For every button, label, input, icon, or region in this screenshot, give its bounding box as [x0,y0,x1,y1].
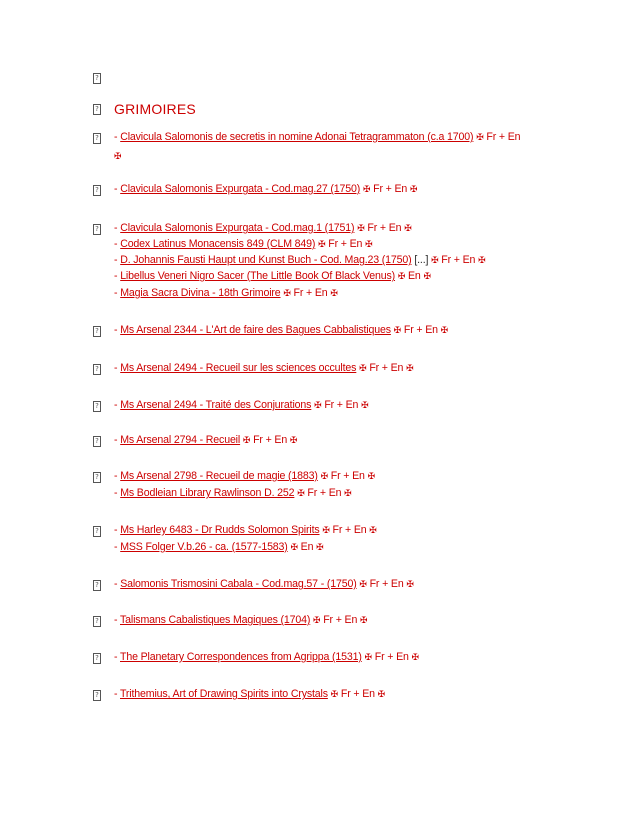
maltese-cross-icon: ✠ [362,185,371,195]
language-label: Fr + En [307,487,342,499]
list-item [114,287,338,301]
grimoire-link[interactable]: Ms Arsenal 2798 - Recueil de magie (1883) [120,470,318,482]
maltese-cross-icon: ✠ [318,240,326,250]
maltese-cross-icon: ✠ [313,616,321,626]
maltese-cross-icon: ✠ [476,133,484,143]
list-item [114,362,414,376]
bullet-icon: ? [93,104,101,115]
language-label: Fr + En [328,238,363,250]
language-label: Fr + En [293,287,328,299]
maltese-cross-icon: ✠ [314,401,322,411]
maltese-cross-icon: ✠ [409,185,418,195]
grimoire-link[interactable]: Clavicula Salomonis Expurgata - Cod.mag.1 (1751) [120,222,355,234]
list-item [114,487,352,501]
maltese-cross-icon: ✠ [330,289,338,299]
maltese-cross-icon: ✠ [397,272,406,282]
grimoire-link[interactable]: Ms Harley 6483 - Dr Rudds Solomon Spirits [120,524,320,536]
maltese-cross-icon: ✠ [364,653,372,663]
list-item [114,183,417,197]
list-item [114,470,375,484]
maltese-cross-icon: ✠ [406,364,414,374]
bullet-icon: ? [93,580,101,591]
maltese-cross-icon: ✠ [478,256,486,266]
grimoire-link[interactable]: Ms Arsenal 2794 - Recueil [120,434,241,446]
grimoire-link[interactable]: Ms Arsenal 2344 - L'Art de faire des Bagues Cabbalistiques [120,324,391,336]
bullet-icon: ? [93,401,101,412]
grimoire-link[interactable]: Codex Latinus Monacensis 849 (CLM 849) [120,238,316,250]
maltese-cross-icon: ✠ [411,653,419,663]
list-item [114,324,448,338]
grimoire-link[interactable]: Clavicula Salomonis de secretis in nomine Adonai Tetragrammaton (c.a 1700) [120,131,474,143]
item-dash: - [114,487,118,499]
language-label: En [300,541,314,553]
grimoire-link[interactable]: D. Johannis Fausti Haupt und Kunst Buch - Cod. Mag.23 (1750) [120,254,412,266]
grimoire-link[interactable]: Clavicula Salomonis Expurgata - Cod.mag.27 (1750) [120,183,361,195]
maltese-cross-icon: ✠ [297,489,305,499]
maltese-cross-icon: ✠ [316,543,324,553]
maltese-cross-icon: ✠ [423,272,431,282]
maltese-cross-icon: ✠ [322,526,330,536]
list-item [114,270,431,284]
item-dash: - [114,688,118,700]
section-heading: GRIMOIRES [114,101,196,117]
list-item [114,254,485,268]
list-item [114,222,412,236]
item-dash: - [114,222,118,234]
item-dash: - [114,651,118,663]
maltese-cross-icon: ✠ [290,543,298,553]
bullet-icon: ? [93,224,101,235]
list-item [114,614,367,628]
list-item [114,399,369,413]
item-dash: - [114,183,118,195]
grimoire-link[interactable]: Salomonis Trismosini Cabala - Cod.mag.57 - (1750) [120,578,357,590]
bullet-icon: ? [93,133,101,144]
item-dash: - [114,614,118,626]
item-dash: - [114,238,118,250]
maltese-cross-icon: ✠ [283,289,291,299]
maltese-cross-icon: ✠ [242,436,251,446]
language-label: Fr + En [373,183,408,195]
grimoire-link[interactable]: Ms Bodleian Library Rawlinson D. 252 [120,487,295,499]
item-dash: - [114,524,118,536]
language-label: Fr + En [369,578,404,590]
language-label: Fr + En [332,524,367,536]
grimoire-link[interactable]: Trithemius, Art of Drawing Spirits into Crystals [120,688,328,700]
item-dash: - [114,362,118,374]
maltese-cross-icon: ✠ [357,224,365,234]
bullet-icon: ? [93,364,101,375]
bullet-icon: ? [93,616,101,627]
maltese-cross-icon: ✠ [365,240,373,250]
item-dash: - [114,270,118,282]
bullet-icon: ? [93,653,101,664]
item-dash: - [114,578,118,590]
language-label: Fr + En [323,614,358,626]
maltese-cross-icon: ✠ [360,616,368,626]
item-dash: - [114,131,118,143]
item-dash: - [114,399,118,411]
item-dash: - [114,324,118,336]
maltese-cross-icon: ✠ [404,224,412,234]
maltese-cross-icon: ✠ [367,472,375,482]
maltese-cross-icon: ✠ [320,472,328,482]
maltese-cross-icon: ✠ [330,690,339,700]
grimoire-link[interactable]: The Planetary Correspondences from Agrippa (1531) [120,651,362,663]
grimoire-link[interactable]: Ms Arsenal 2494 - Recueil sur les sciences occultes [120,362,357,374]
ellipsis-note: [...] [414,254,429,266]
language-label: Fr + En [441,254,476,266]
list-item [114,131,520,145]
grimoire-link[interactable]: Ms Arsenal 2494 - Traité des Conjurations [120,399,312,411]
list-item [114,434,297,448]
language-label: Fr + En [340,688,375,700]
maltese-cross-icon: ✠ [289,436,298,446]
item-dash: - [114,470,118,482]
maltese-cross-icon: ✠ [393,326,402,336]
maltese-cross-icon: ✠ [359,580,367,590]
grimoire-link[interactable]: MSS Folger V.b.26 - ca. (1577-1583) [120,541,288,553]
bullet-icon: ? [93,436,101,447]
language-label: Fr + En [324,399,359,411]
language-label: En [408,270,421,282]
maltese-cross-icon: ✠ [361,401,369,411]
bullet-icon: ? [93,326,101,337]
bullet-icon: ? [93,73,101,84]
item-dash: - [114,434,118,446]
maltese-cross-icon: ✠ [114,152,122,162]
list-item [114,578,414,592]
item-dash: - [114,541,118,553]
language-label: Fr + En [367,222,402,234]
list-item [114,651,419,665]
grimoire-link[interactable]: Talismans Cabalistiques Magiques (1704) [120,614,311,626]
maltese-cross-icon: ✠ [369,526,377,536]
item-dash: - [114,287,118,299]
grimoire-link[interactable]: Magia Sacra Divina - 18th Grimoire [120,287,281,299]
maltese-cross-icon: ✠ [377,690,386,700]
language-label: Fr + En [253,434,288,446]
bullet-icon: ? [93,690,101,701]
maltese-cross-icon: ✠ [344,489,352,499]
item-dash: - [114,254,118,266]
maltese-cross-icon: ✠ [431,256,439,266]
list-item-continuation [114,150,121,164]
language-label: Fr + En [486,131,521,143]
list-item [114,238,372,252]
language-label: Fr + En [403,324,438,336]
list-item [114,524,377,538]
list-item [114,688,385,702]
bullet-icon: ? [93,185,101,196]
maltese-cross-icon: ✠ [359,364,367,374]
language-label: Fr + En [369,362,404,374]
list-item [114,541,324,555]
maltese-cross-icon: ✠ [406,580,414,590]
bullet-icon: ? [93,472,101,483]
bullet-icon: ? [93,526,101,537]
maltese-cross-icon: ✠ [440,326,449,336]
language-label: Fr + En [330,470,365,482]
language-label: Fr + En [374,651,409,663]
grimoire-link[interactable]: Libellus Veneri Nigro Sacer (The Little Book Of Black Venus) [120,270,396,282]
